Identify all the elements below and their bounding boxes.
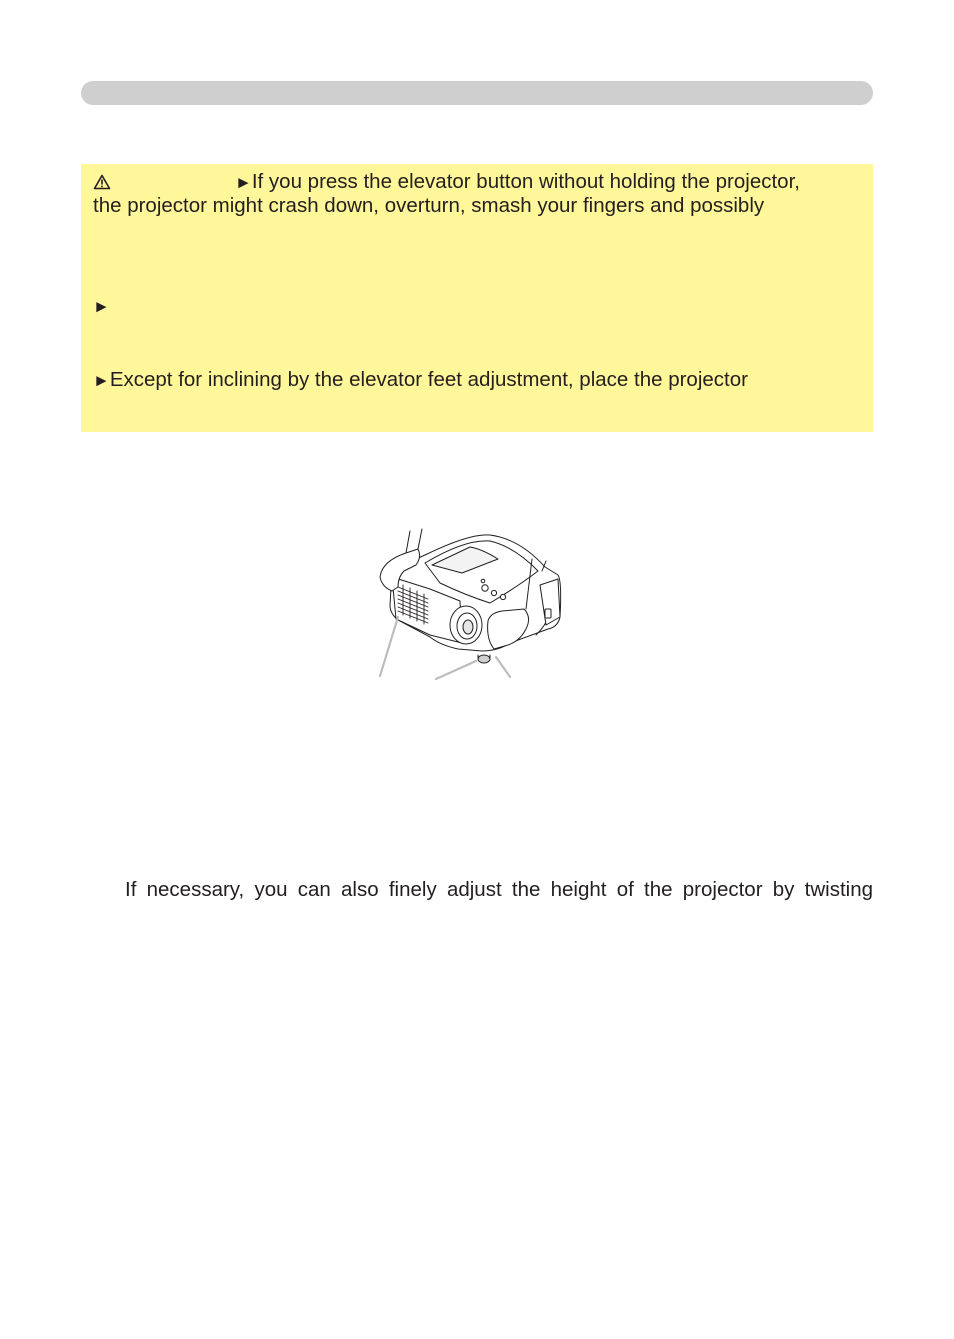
caution-box: [81, 164, 873, 432]
arrow-icon: ►: [93, 371, 110, 390]
warning-triangle-icon: [93, 174, 111, 190]
arrow-icon: ►: [235, 173, 252, 192]
arrow-icon: ►: [93, 297, 110, 316]
body-paragraph: If necessary, you can also finely adjust the height of the projector by twisting: [125, 878, 873, 901]
caution-line-3: [93, 294, 110, 319]
caution-line-2: the projector might crash down, overturn, smash your fingers and possibly: [93, 194, 765, 217]
section-header-bar: [81, 81, 873, 105]
projector-illustration: [370, 525, 570, 685]
caution-line-1: ►If you press the elevator button without holding the projector,: [235, 170, 800, 193]
caution-line-4: ►Except for inclining by the elevator feet adjustment, place the projector: [93, 368, 748, 391]
